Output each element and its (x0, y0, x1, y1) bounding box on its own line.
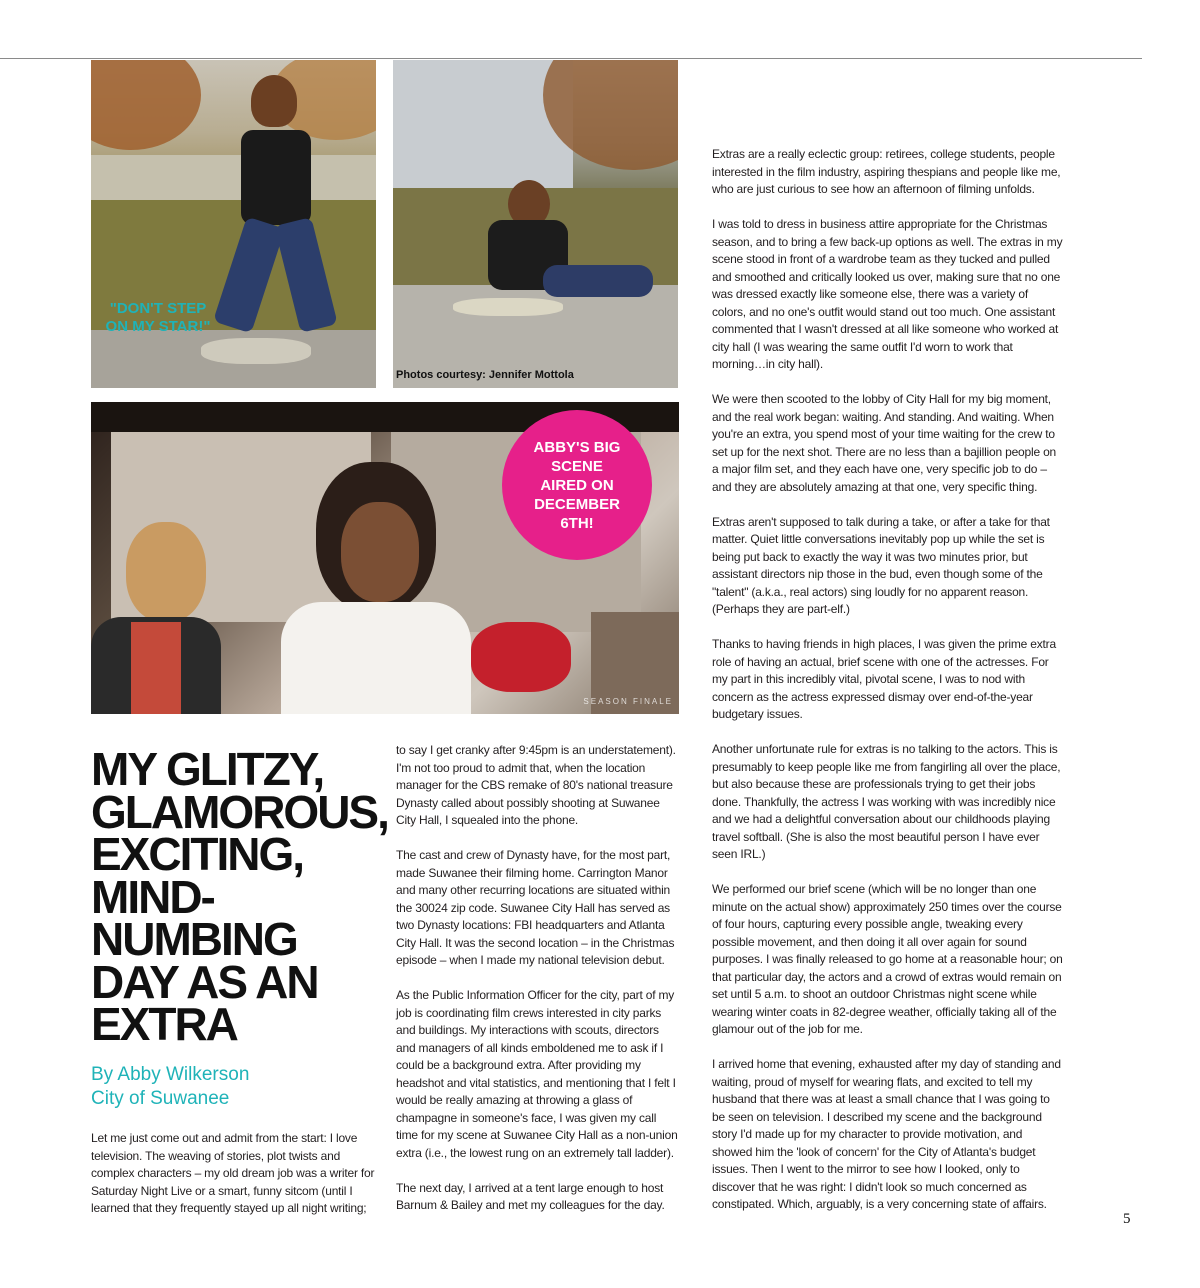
photo-caption: "DON'T STEP ON MY STAR!" (105, 300, 211, 335)
tv-overlay-text: SEASON FINALE (583, 697, 673, 706)
article-column-3 (712, 146, 1064, 1231)
article-title: MY GLITZY, GLAMOROUS, EXCITING, MIND-NUMBING DAY AS AN EXTRA (91, 743, 388, 1050)
photo-credit: Photos courtesy: Jennifer Mottola (396, 369, 574, 381)
paragraph: We performed our brief scene (which will be no longer than one minute on the actual show) approximately 250 times over the course of four hours, capturing every possible angle, tweaking every possible movement, and then doing it all over again for sound purposes. I was finally released to go home at a reasonable hour; on that particular day, the actors and a crowd of extras would remain on set until 5 a.m. to shoot an outdoor Christmas night scene while wearing winter coats in 82-degree weather, officially taking all of the glamour out of the job for me. (712, 882, 1063, 1036)
article-column-2 (396, 742, 681, 1232)
page-number: 5 (1123, 1211, 1131, 1227)
aired-date-text: ABBY'S BIG SCENE AIRED ON DECEMBER 6TH! (533, 438, 621, 532)
author-affiliation: City of Suwanee (91, 1088, 230, 1109)
paragraph: to say I get cranky after 9:45pm is an understatement). I'm not too proud to admit that, when the location manager for the CBS remake of 80's national treasure Dynasty called about possibly shooting at Suwanee City Hall, I squealed into the phone. (396, 743, 676, 827)
byline (91, 1063, 249, 1111)
top-rule (0, 58, 1142, 59)
paragraph: The next day, I arrived at a tent large enough to host Barnum & Bailey and met my colleagues for the day. (396, 1180, 665, 1212)
author-name: By Abby Wilkerson (91, 1064, 250, 1085)
paragraph: Thanks to having friends in high places, I was given the prime extra role of having an actual, brief scene with one of the actresses. For my part in this incredibly vital, pivotal scene, I was to nod with concern as the actress expressed dismay over end-of-the-year budgetary issues. (712, 637, 1056, 721)
paragraph: As the Public Information Officer for the city, part of my job is coordinating film crews interested in city parks and buildings. My interactions with scouts, directors and managers of all kinds emboldened me to ask if I could be a background extra. After providing my headshot and vital statistics, and mentioning that I felt I would be really amazing at throwing a glass of champagne in someone's face, I was given my call time for my scene at Suwanee City Hall as a non-union extra (i.e., the lowest rung on an extremely tall ladder). (396, 988, 678, 1160)
article-column-1 (91, 1130, 379, 1235)
paragraph: I was told to dress in business attire appropriate for the Christmas season, and to bring a few back-up options as well. The extras in my scene stood in front of a wardrobe team as they tucked and pulled and smoothed and critically looked us over, making sure that no one was dressed exactly like someone else, there was a variety of colors, and no one's outfit would stand out too much. One assistant commented that I wasn't dressed at all like someone who worked at city hall (I was wearing the same outfit I'd worn to work that morning…in city hall). (712, 217, 1063, 371)
paragraph: I arrived home that evening, exhausted after my day of standing and waiting, proud of myself for wearing flats, and excited to tell my husband that there was at least a small chance that I was going to be seen on television. I described my scene and the background story I'd made up for my character to provide motivation, and showed him the 'look of concern' for the City of Atlanta's budget issues. Then I went to the mirror to see how I looked, only to discover that he was right: I didn't look so much concerned as constipated. Which, arguably, is a very concerning state of affairs. (712, 1057, 1061, 1211)
paragraph: Extras aren't supposed to talk during a take, or after a take for that matter. Quiet little conversations inevitably pop up while the set is being put back to exactly the way it was two minutes prior, but assistant directors nip those in the bud, even though some of the "talent" (a.k.a., real actors) sing loudly for no apparent reason. (Perhaps they are part-elf.) (712, 514, 1050, 616)
paragraph: We were then scooted to the lobby of City Hall for my big moment, and the real work began: waiting. And standing. And waiting. When you're an extra, you spend most of your time waiting for the crew to set up for the next shot. There are no less than a bajillion people on a major film set, and they each have one, very specific job to do – and they are absolutely amazing at that one, very specific thing. (712, 392, 1057, 494)
photo-drawing-star (393, 60, 678, 388)
paragraph: Let me just come out and admit from the start: I love television. The weaving of stories, plot twists and complex characters – my old dream job was a writer for Saturday Night Live or a smart, funny sitcom (until I learned that they frequently stayed up all night writing; (91, 1131, 375, 1215)
paragraph: Another unfortunate rule for extras is no talking to the actors. This is presumably to keep people like me from fangirling all over the place, but also because these are professionals trying to get their jobs done. Thankfully, the actress I was working with was incredibly nice and we had a delightful conversation about our childhoods playing travel softball. (She is also the most beautiful person I have ever seen IRL.) (712, 742, 1061, 861)
paragraph: The cast and crew of Dynasty have, for the most part, made Suwanee their filming home. Carrington Manor and many other recurring locations are situated within the 30024 zip code. Suwanee City Hall has served as two Dynasty locations: FBI headquarters and Atlanta City Hall. It was the second location – in the Christmas episode – when I made my national television debut. (396, 848, 675, 967)
paragraph: Extras are a really eclectic group: retirees, college students, people interested in the film industry, aspiring thespians and people like me, who are just curious to see how an afternoon of filming unfolds. (712, 147, 1061, 196)
aired-date-badge (502, 410, 652, 560)
photo-dont-step-on-star (91, 60, 376, 388)
